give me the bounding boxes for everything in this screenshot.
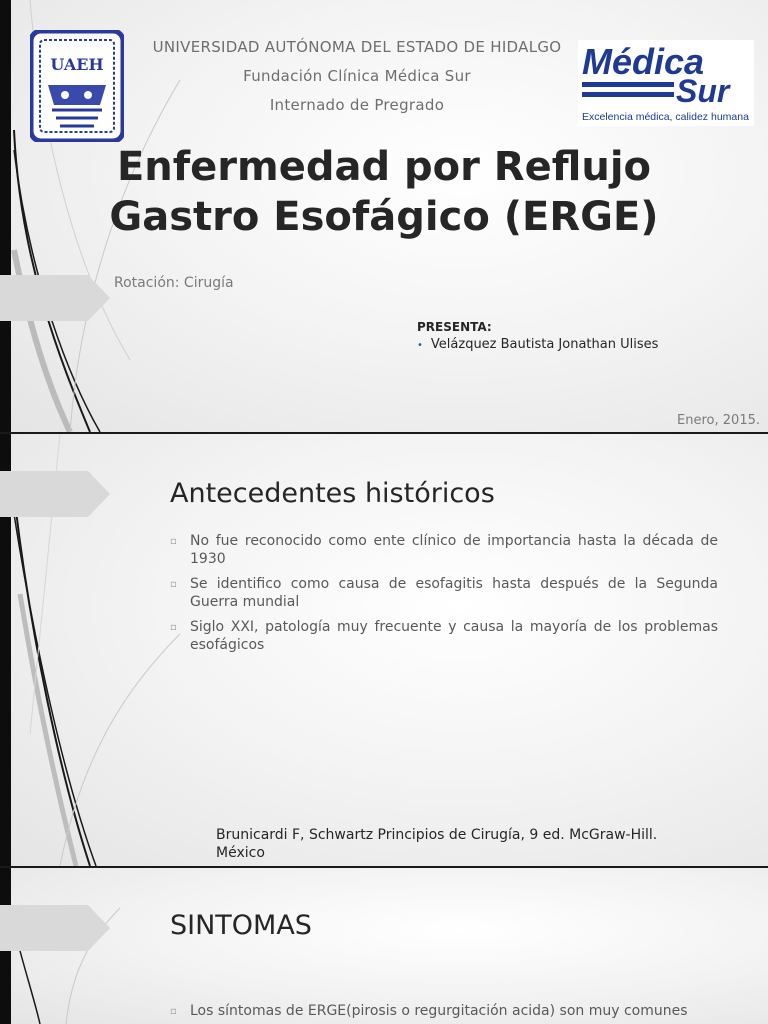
list-item: ▫ Se identifico como causa de esofagitis hasta después de la Segunda Guerra mundial [170, 576, 718, 610]
presenter-name: Velázquez Bautista Jonathan Ulises [430, 337, 659, 352]
slide-heading: SINTOMAS [170, 910, 312, 941]
title-line-2: Gastro Esofágico (ERGE) [109, 194, 659, 240]
arrow-tab-decoration [0, 275, 110, 321]
bullet-list [170, 1002, 718, 1024]
presenta-label: PRESENTA: [417, 320, 492, 334]
hollow-square-icon: ▫ [170, 579, 177, 590]
symptoms-slide [0, 868, 768, 1024]
svg-text:Excelencia médica, calidez hum: Excelencia médica, calidez humana [582, 111, 749, 123]
list-item: ▫ Los síntomas de ERGE(pirosis o regurgitación acida) son muy comunes [170, 1003, 688, 1019]
title-slide [0, 0, 768, 432]
bullet-list [170, 532, 718, 661]
medica-sur-logo [578, 40, 754, 126]
foundation-name: Fundación Clínica Médica Sur [243, 67, 471, 85]
bibliographic-reference: Brunicardi F, Schwartz Principios de Cirugía, 9 ed. McGraw-Hill. México [216, 827, 658, 861]
arrow-tab-decoration [0, 905, 110, 951]
rotation-label: Rotación: Cirugía [114, 275, 234, 291]
presentation-date: Enero, 2015. [677, 413, 760, 428]
hollow-square-icon: ▫ [170, 536, 177, 547]
title-line-1: Enfermedad por Reflujo [116, 144, 652, 190]
list-item: ▫ No fue reconocido como ente clínico de importancia hasta la década de 1930 [170, 533, 718, 567]
svg-text:Sur: Sur [676, 73, 730, 109]
university-name: UNIVERSIDAD AUTÓNOMA DEL ESTADO DE HIDALGO [152, 38, 562, 56]
slide-heading: Antecedentes históricos [170, 478, 495, 509]
dot-icon: • [417, 340, 423, 351]
program-name: Internado de Pregrado [269, 96, 445, 114]
slide-title [40, 142, 728, 242]
hollow-square-icon: ▫ [170, 1006, 177, 1017]
list-item: ▫ Siglo XXI, patología muy frecuente y causa la mayoría de los problemas esofágicos [170, 619, 718, 653]
history-slide [0, 434, 768, 866]
svg-text:Médica: Médica [582, 41, 705, 82]
arrow-tab-decoration [0, 471, 110, 517]
svg-text:UAEH: UAEH [50, 55, 104, 74]
hollow-square-icon: ▫ [170, 622, 177, 633]
presenter-item [417, 337, 658, 352]
